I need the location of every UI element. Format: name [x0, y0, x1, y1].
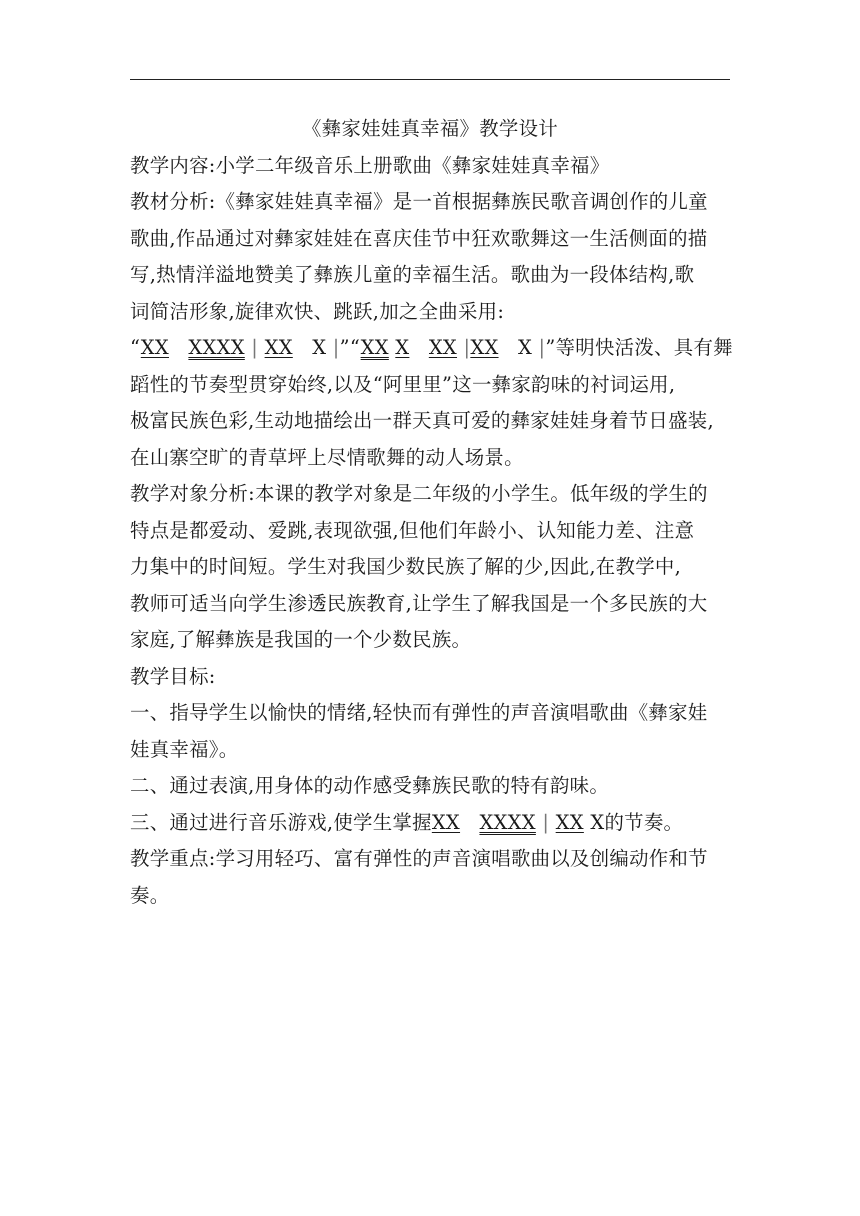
paragraph-text: 的节奏。 [604, 810, 684, 834]
rhythm-note: XX [431, 810, 461, 834]
paragraph-text: ”等明快活泼、具有舞 [545, 336, 733, 359]
rhythm-note: XX [555, 810, 584, 834]
paragraph-line: 奏。 [130, 883, 170, 907]
bar-line: | [538, 336, 546, 359]
paragraph-line: 写,热情洋溢地赞美了彝族儿童的幸福生活。歌曲为一段体结构,歌 [130, 263, 695, 286]
rhythm-note: XX [470, 336, 499, 359]
rhythm-note: X [517, 336, 533, 359]
paragraph-line: 二、通过表演,用身体的动作感受彝族民歌的特有韵味。 [130, 774, 610, 797]
document-title: 《彝家娃娃真幸福》教学设计 [302, 117, 558, 140]
rhythm-note: XX [264, 336, 293, 359]
bar-line: | [251, 336, 259, 359]
header-rule [130, 79, 730, 80]
document-body [130, 111, 740, 914]
paragraph-line: 词简洁形象,旋律欢快、跳跃,加之全曲采用: [130, 299, 505, 323]
paragraph-text: 三、通过进行音乐游戏,使学生掌握 [130, 810, 432, 834]
rhythm-note: XXXX [479, 810, 536, 834]
rhythm-note: X [590, 810, 605, 834]
rhythm-note: XX [140, 336, 169, 359]
goal-three-line [130, 805, 740, 842]
paragraph-line: 极富民族色彩,生动地描绘出一群天真可爱的彝家娃娃身着节日盛装, [130, 409, 714, 432]
rhythm-note: XXXX [188, 336, 245, 359]
paragraph-line: 家庭,了解彝族是我国的一个少数民族。 [130, 628, 472, 651]
bar-line: | [463, 336, 471, 359]
quote-mark: ”“ [339, 336, 361, 359]
section-heading: 教学目标: [130, 664, 216, 688]
paragraph-line: 教材分析:《彝家娃娃真幸福》是一首根据彝族民歌音调创作的儿童 [130, 190, 708, 213]
quote-mark: “ [130, 336, 141, 359]
rhythm-note: X [395, 336, 410, 359]
rhythm-note: XX [360, 336, 389, 359]
paragraph-line: 娃真幸福》。 [130, 737, 239, 761]
paragraph-line: 蹈性的节奏型贯穿始终,以及“阿里里”这一彝家韵味的衬词运用, [130, 372, 676, 396]
paragraph-line: 歌曲,作品通过对彝家娃娃在喜庆佳节中狂欢歌舞这一生活侧面的描 [130, 226, 708, 250]
paragraph-line: 力集中的时间短。学生对我国少数民族了解的少,因此,在教学中, [130, 555, 682, 578]
paragraph-line: 教学对象分析:本课的教学对象是二年级的小学生。低年级的学生的 [130, 482, 708, 505]
paragraph-line: 教学重点:学习用轻巧、富有弹性的声音演唱歌曲以及创编动作和节 [130, 847, 708, 870]
paragraph-line: 教师可适当向学生渗透民族教育,让学生了解我国是一个多民族的大 [130, 591, 708, 615]
rhythm-note: XX [428, 336, 458, 359]
rhythm-notation-line [130, 330, 740, 367]
paragraph-line: 特点是都爱动、爱跳,表现欲强,但他们年龄小、认知能力差、注意 [130, 518, 695, 542]
paragraph-line: 一、指导学生以愉快的情绪,轻快而有弹性的声音演唱歌曲《彝家娃 [130, 701, 708, 724]
rhythm-note: X [312, 336, 327, 359]
paragraph-line: 教学内容:小学二年级音乐上册歌曲《彝家娃娃真幸福》 [130, 153, 610, 177]
bar-line: | [542, 810, 550, 834]
bar-line: | [332, 336, 340, 359]
paragraph-line: 在山寨空旷的青草坪上尽情歌舞的动人场景。 [130, 445, 524, 469]
